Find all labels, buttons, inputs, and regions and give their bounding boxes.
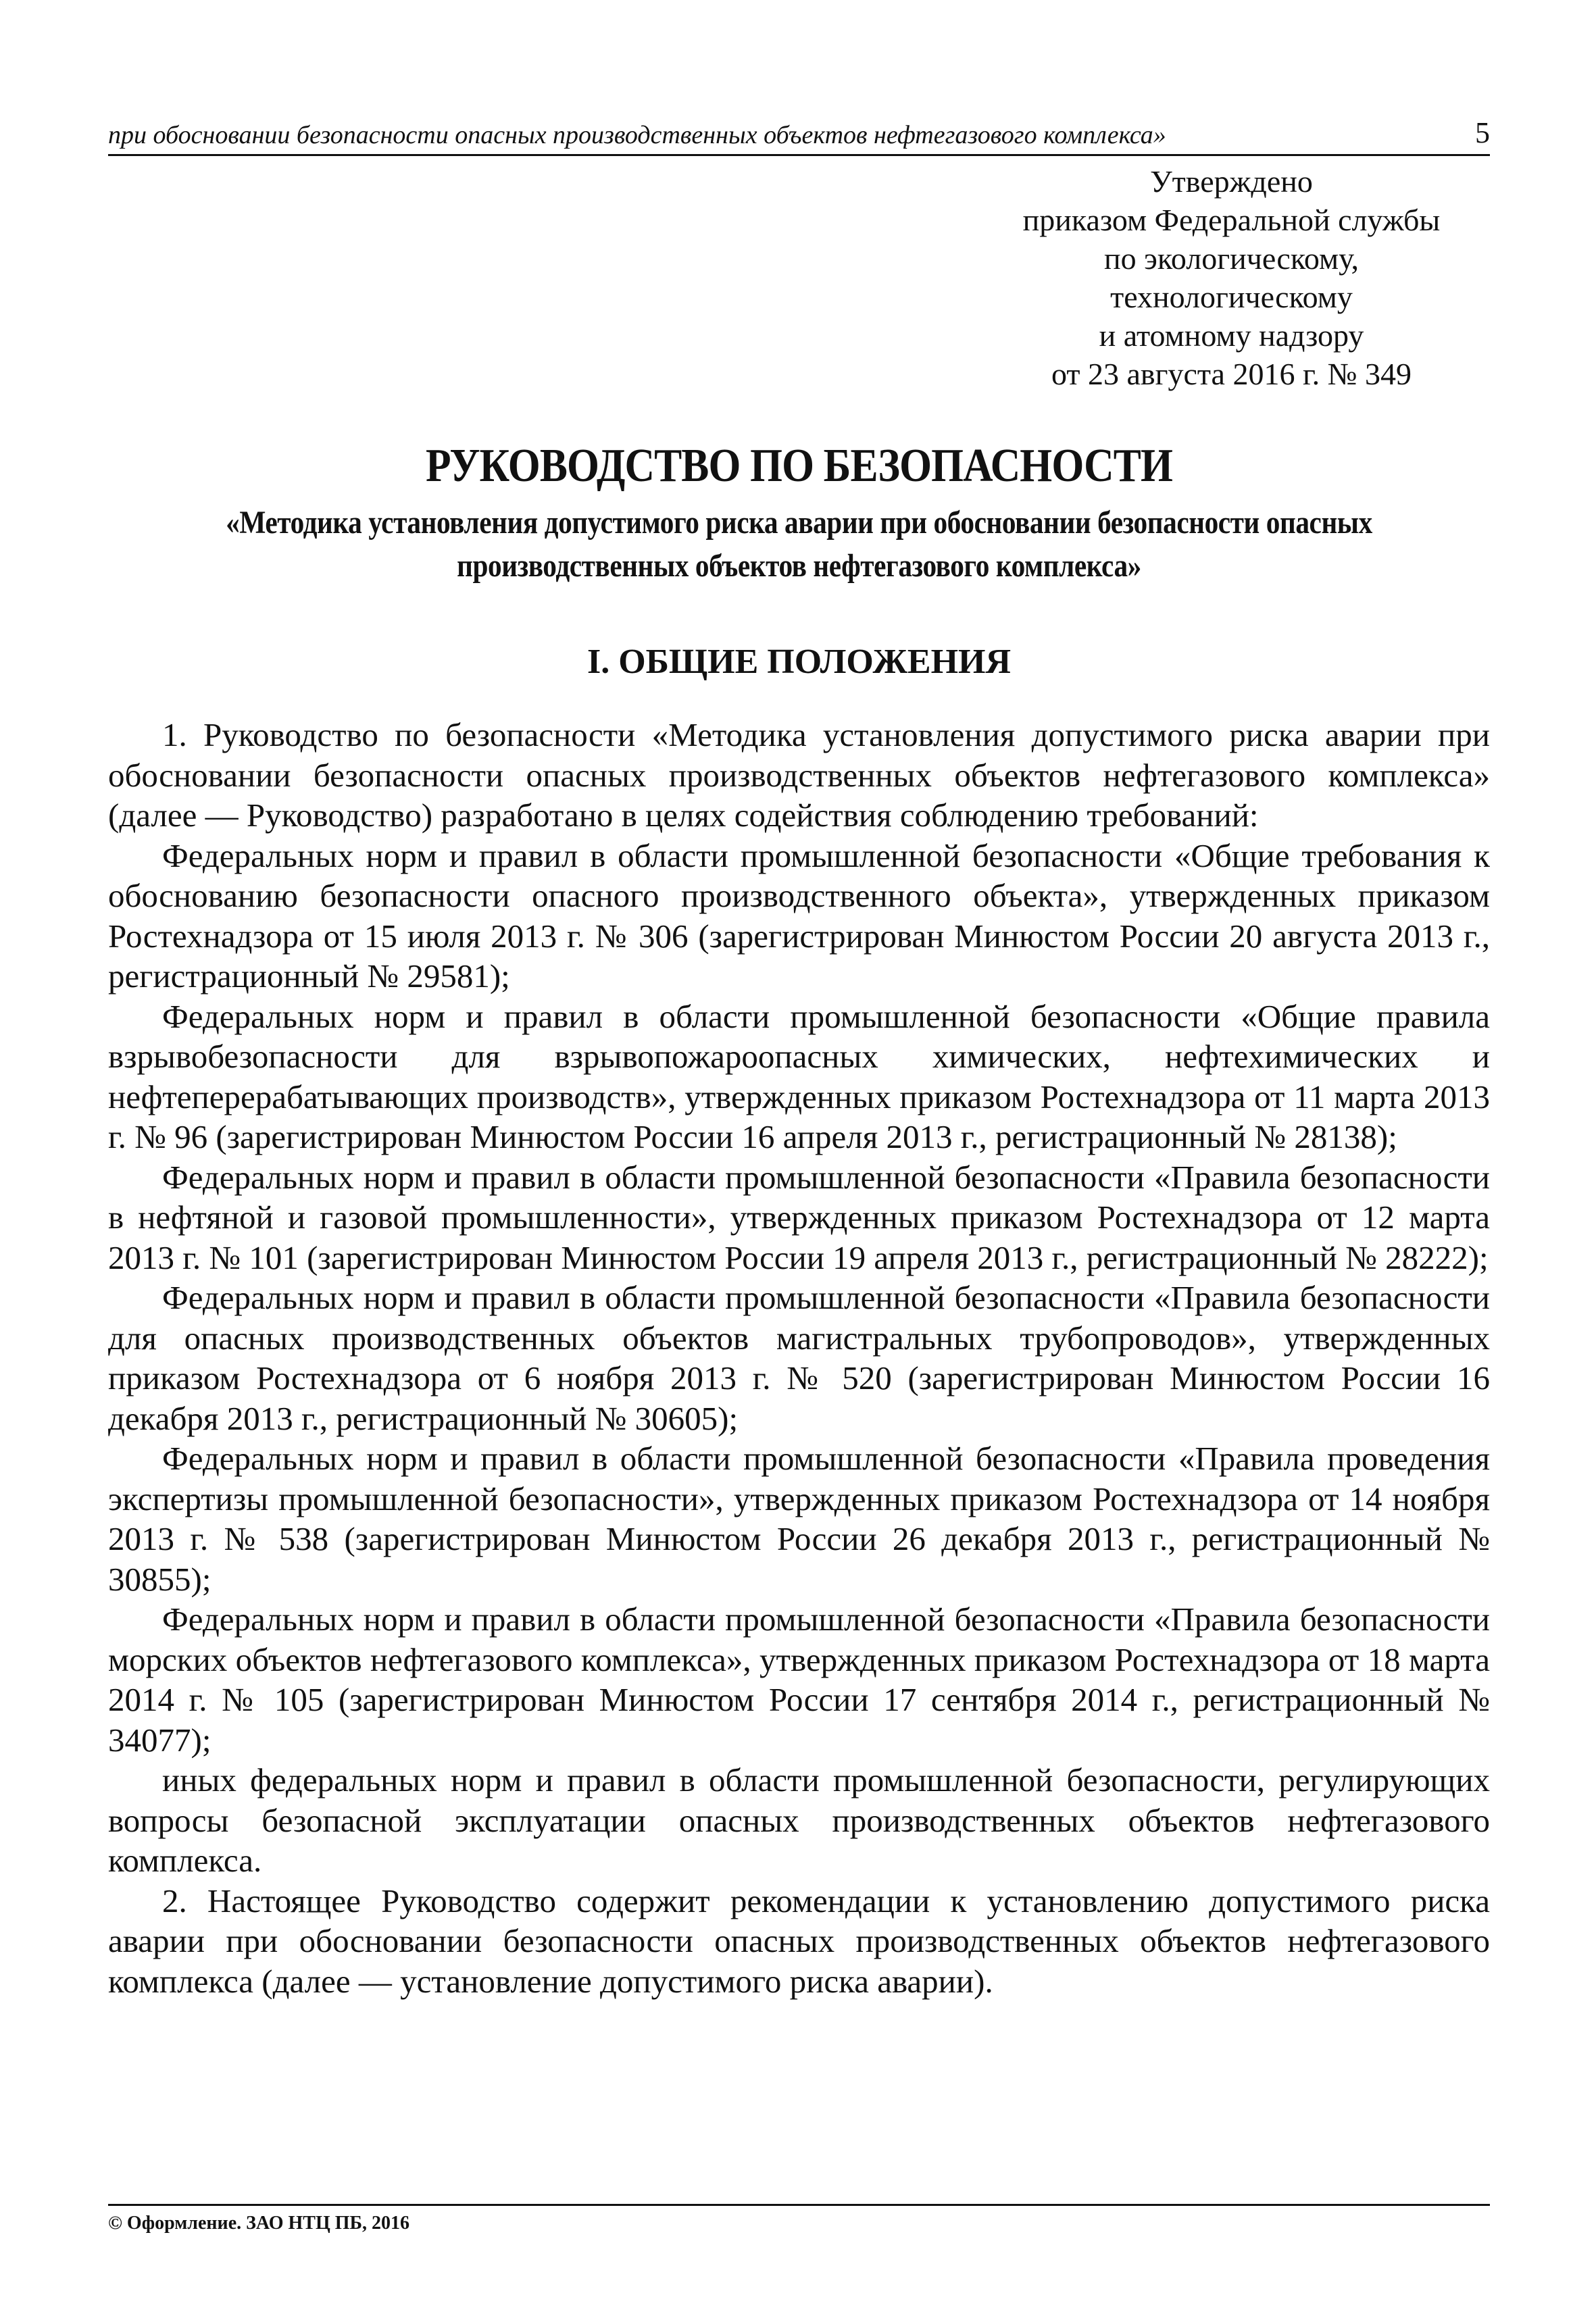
paragraph: 2. Настоящее Руководство содержит рекомендации к установлению допустимого риска аварии при обосновании безопасности опасных производственных объектов нефтегазового комплекса (далее — установление допустимого риска аварии). <box>108 1882 1490 2000</box>
paragraph: Федеральных норм и правил в области промышленной безопасности «Правила безопасности морских объектов нефтегазового комплекса», утвержденных приказом Ростехнадзора от 18 марта 2014 г. № 105 (зарегистрирован Минюстом России 17 сентября 2014 г., регистрационный № 34077); <box>108 1601 1490 1759</box>
copyright-text: © Оформление. ЗАО НТЦ ПБ, 2016 <box>108 2213 410 2234</box>
paragraph: Федеральных норм и правил в области промышленной безопасности «Правила проведения экспертизы промышленной безопасности», утвержденных приказом Ростехнадзора от 14 ноября 2013 г. № 538 (зарегистрирован Минюстом России 26 декабря 2013 г., регистрационный № 30855); <box>108 1440 1490 1598</box>
document-subtitle <box>108 501 1490 588</box>
paragraph: 1. Руководство по безопасности «Методика установления допустимого риска аварии при обосновании безопасности опасных производственных объектов нефтегазового комплекса» (далее — Руководство) разработано в целях содействия соблюдению требований: <box>108 716 1490 834</box>
running-title: при обосновании безопасности опасных производственных объектов нефтегазового комплекса» <box>108 121 1166 149</box>
document-body <box>108 715 1490 2001</box>
subtitle-line: производственных объектов нефтегазового комплекса» <box>457 548 1141 584</box>
approval-line: технологическому <box>1110 280 1353 314</box>
paragraph: иных федеральных норм и правил в области промышленной безопасности, регулирующих вопросы безопасной эксплуатации опасных производственных объектов нефтегазового комплекса. <box>108 1761 1490 1879</box>
paragraph: Федеральных норм и правил в области промышленной безопасности «Общие правила взрывобезопасности для взрывопожароопасных химических, нефтехимических и нефтеперерабатывающих производств», утвержденных приказом Ростехнадзора от 11 марта 2013 г. № 96 (зарегистрирован Минюстом России 16 апреля 2013 г., регистрационный № 28138); <box>108 997 1490 1155</box>
approval-line: приказом Федеральной службы <box>1022 203 1441 237</box>
footer <box>108 2204 1490 2234</box>
running-header <box>108 114 1490 156</box>
paragraph: Федеральных норм и правил в области промышленной безопасности «Правила безопасности в нефтяной и газовой промышленности», утвержденных приказом Ростехнадзора от 12 марта 2013 г. № 101 (зарегистрирован Минюстом России 19 апреля 2013 г., регистрационный № 28222); <box>108 1158 1490 1276</box>
approval-stamp <box>973 162 1490 393</box>
approval-line: Утверждено <box>1150 164 1313 199</box>
approval-line: и атомному надзору <box>1099 318 1364 353</box>
paragraph: Федеральных норм и правил в области промышленной безопасности «Правила безопасности для опасных производственных объектов магистральных трубопроводов», утвержденных приказом Ростехнадзора от 6 ноября 2013 г. № 520 (зарегистрирован Минюстом России 16 декабря 2013 г., регистрационный № 30605); <box>108 1279 1490 1437</box>
section-heading: I. ОБЩИЕ ПОЛОЖЕНИЯ <box>587 643 1012 681</box>
subtitle-line: «Методика установления допустимого риска аварии при обосновании безопасности опасных <box>226 505 1372 540</box>
document-page <box>108 0 1490 2314</box>
page-number: 5 <box>1475 116 1490 149</box>
approval-line: по экологическому, <box>1104 241 1359 276</box>
approval-line: от 23 августа 2016 г. № 349 <box>1051 357 1412 391</box>
paragraph: Федеральных норм и правил в области промышленной безопасности «Общие требования к обоснованию безопасности опасного производственного объекта», утвержденных приказом Ростехнадзора от 15 июля 2013 г. № 306 (зарегистрирован Минюстом России 20 августа 2013 г., регистрационный № 29581); <box>108 836 1490 995</box>
document-title: РУКОВОДСТВО ПО БЕЗОПАСНОСТИ <box>425 440 1172 492</box>
